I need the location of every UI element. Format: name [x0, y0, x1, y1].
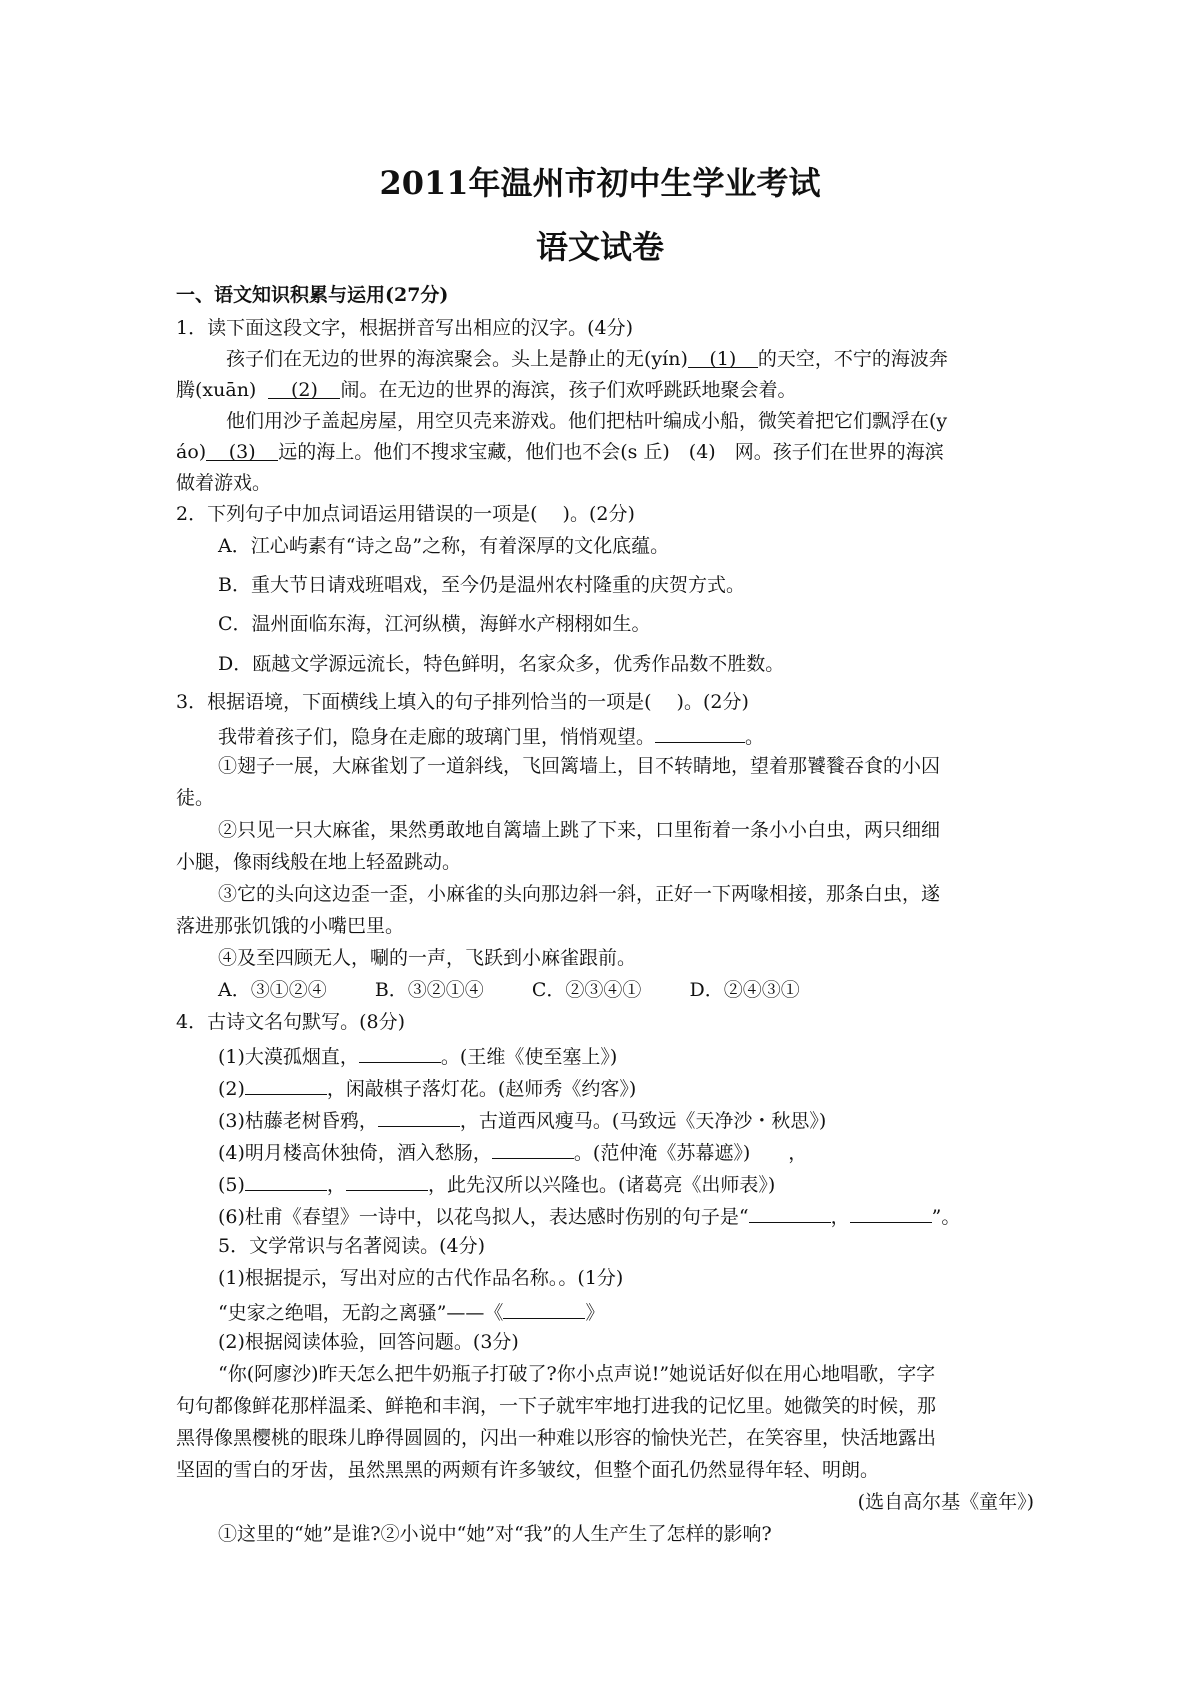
q4-blank [492, 1138, 574, 1159]
q1-text: 远的海上。他们不搜求宝藏，他们也不会(s 丘) (4) 网。孩子们在世界的海滨 [278, 441, 944, 463]
q4-text: (2) [218, 1078, 245, 1100]
q2-stem: 2．下列句子中加点词语运用错误的一项是( )。(2分) [176, 503, 635, 525]
q5-part-2: (2)根据阅读体验，回答问题。(3分) [218, 1331, 519, 1353]
q5-text: 》 [585, 1302, 605, 1324]
q3-option-d: D．②④③① [689, 979, 800, 1001]
q4-item-6 [218, 1202, 960, 1229]
q4-blank [749, 1202, 831, 1223]
q4-item-5 [218, 1170, 775, 1197]
q4-text: (5) [218, 1174, 245, 1196]
q5-source: (选自高尔基《童年》) [857, 1491, 1034, 1513]
q5-reading: 句句都像鲜花那样温柔、鲜艳和丰润，一下子就牢牢地打进我的记忆里。她微笑的时候，那 [176, 1395, 937, 1417]
exam-subtitle: 语文试卷 [535, 228, 664, 266]
q4-text: ”。 [931, 1206, 961, 1228]
q3-option-a: A．③①②④ [218, 979, 327, 1001]
q3-sentence-2-cont: 小腿，像雨线般在地上轻盈跳动。 [176, 851, 462, 873]
q5-blank [503, 1298, 585, 1319]
q4-item-1 [218, 1042, 617, 1069]
q3-context [218, 722, 764, 749]
q2-option-b: B．重大节日请戏班唱戏，至今仍是温州农村隆重的庆贺方式。 [218, 574, 745, 596]
q1-line [176, 378, 796, 402]
q4-item-3 [218, 1106, 826, 1133]
q2-option-d: D．瓯越文学源远流长，特色鲜明，名家众多，优秀作品数不胜数。 [218, 653, 785, 675]
q3-sentence-3: ③它的头向这边歪一歪，小麻雀的头向那边斜一斜，正好一下两喙相接，那条白虫，遂 [218, 883, 941, 905]
q3-text: 我带着孩子们，隐身在走廊的玻璃门里，悄悄观望。 [218, 726, 656, 748]
q1-blank-3: (3) [206, 440, 278, 461]
q3-option-b: B．③②①④ [374, 979, 484, 1001]
q4-text: 。(范仲淹《苏幕遮》) ， [573, 1142, 808, 1164]
q1-text: áo) [176, 441, 207, 463]
q4-text: (6)杜甫《春望》一诗中，以花鸟拟人，表达感时伤别的句子是“ [218, 1206, 749, 1228]
q3-sentence-4: ④及至四顾无人，唰的一声，飞跃到小麻雀跟前。 [218, 947, 637, 969]
q4-item-2 [218, 1074, 636, 1101]
q2-option-a: A．江心屿素有“诗之岛”之称，有着深厚的文化底蕴。 [218, 535, 670, 557]
q1-blank-1: (1) [688, 347, 758, 368]
q3-blank [655, 722, 745, 743]
q1-blank-2: (2) [268, 378, 340, 399]
q4-text: ，古道西风瘦马。(马致远《天净沙・秋思》) [459, 1110, 827, 1132]
q4-blank [245, 1074, 327, 1095]
q1-stem: 1．读下面这段文字，根据拼音写出相应的汉字。(4分) [176, 317, 634, 339]
q1-text: 闹。在无边的世界的海滨，孩子们欢呼跳跃地聚会着。 [340, 379, 797, 401]
q4-stem: 4．古诗文名句默写。(8分) [176, 1011, 406, 1033]
q3-sentence-1-cont: 徒。 [176, 787, 215, 809]
q4-text: ， [326, 1174, 346, 1196]
q2-option-c: C．温州面临东海，江河纵横，海鲜水产栩栩如生。 [218, 613, 651, 635]
q4-text: 。(王维《使至塞上》) [440, 1046, 618, 1068]
q3-sentence-2: ②只见一只大麻雀，果然勇敢地自篱墙上跳了下来，口里衔着一条小小白虫，两只细细 [218, 819, 941, 841]
q3-sentence-1: ①翅子一展，大麻雀划了一道斜线，飞回篱墙上，目不转睛地，望着那饕餮吞食的小囚 [218, 755, 941, 777]
q3-stem: 3．根据语境，下面横线上填入的句子排列恰当的一项是( )。(2分) [176, 691, 749, 713]
section-heading: 一、语文知识积累与运用(27分) [176, 284, 449, 306]
q5-text: “史家之绝唱，无韵之离骚”——《 [218, 1302, 504, 1324]
q1-line: 做着游戏。 [176, 472, 272, 494]
q1-text: 腾(xuān) [176, 379, 257, 401]
q5-reading: 黑得像黑樱桃的眼珠儿睁得圆圆的，闪出一种难以形容的愉快光芒，在笑容里，快活地露出 [176, 1427, 937, 1449]
q4-text: ， [830, 1206, 850, 1228]
q1-line [176, 440, 944, 464]
q3-text: 。 [745, 726, 765, 748]
q5-part-1: (1)根据提示，写出对应的古代作品名称。。(1分) [218, 1267, 624, 1289]
q4-item-4 [218, 1138, 807, 1165]
q3-options [218, 978, 800, 1002]
exam-title: 2011年温州市初中生学业考试 [379, 164, 821, 202]
q3-option-c: C．②③④① [531, 979, 642, 1001]
q5-quote [218, 1298, 604, 1325]
q1-line [226, 347, 948, 371]
q5-question: ①这里的“她”是谁?②小说中“她”对“我”的人生产生了怎样的影响? [218, 1523, 772, 1545]
q4-text: (1)大漠孤烟直， [218, 1046, 359, 1068]
q1-text: 的天空，不宁的海波奔 [757, 348, 948, 370]
q4-blank [850, 1202, 932, 1223]
q5-stem: 5．文学常识与名著阅读。(4分) [218, 1235, 486, 1257]
q5-reading: 坚固的雪白的牙齿，虽然黑黑的两颊有许多皱纹，但整个面孔仍然显得年轻、明朗。 [176, 1459, 880, 1481]
q4-blank [245, 1170, 327, 1191]
q3-sentence-3-cont: 落进那张饥饿的小嘴巴里。 [176, 915, 405, 937]
q4-blank [378, 1106, 460, 1127]
q1-text: 孩子们在无边的世界的海滨聚会。头上是静止的无(yín) [226, 348, 688, 370]
q1-line: 他们用沙子盖起房屋，用空贝壳来游戏。他们把枯叶编成小船，微笑着把它们飘浮在(y [226, 410, 948, 432]
q4-text: (3)枯藤老树昏鸦， [218, 1110, 378, 1132]
q4-blank [346, 1170, 428, 1191]
q4-text: (4)明月楼高休独倚，酒入愁肠， [218, 1142, 492, 1164]
q4-blank [359, 1042, 441, 1063]
q4-text: ，闲敲棋子落灯花。(赵师秀《约客》) [326, 1078, 637, 1100]
q5-reading: “你(阿廖沙)昨天怎么把牛奶瓶子打破了?你小点声说!”她说话好似在用心地唱歌，字字 [218, 1363, 936, 1385]
q4-text: ，此先汉所以兴隆也。(诸葛亮《出师表》) [427, 1174, 776, 1196]
